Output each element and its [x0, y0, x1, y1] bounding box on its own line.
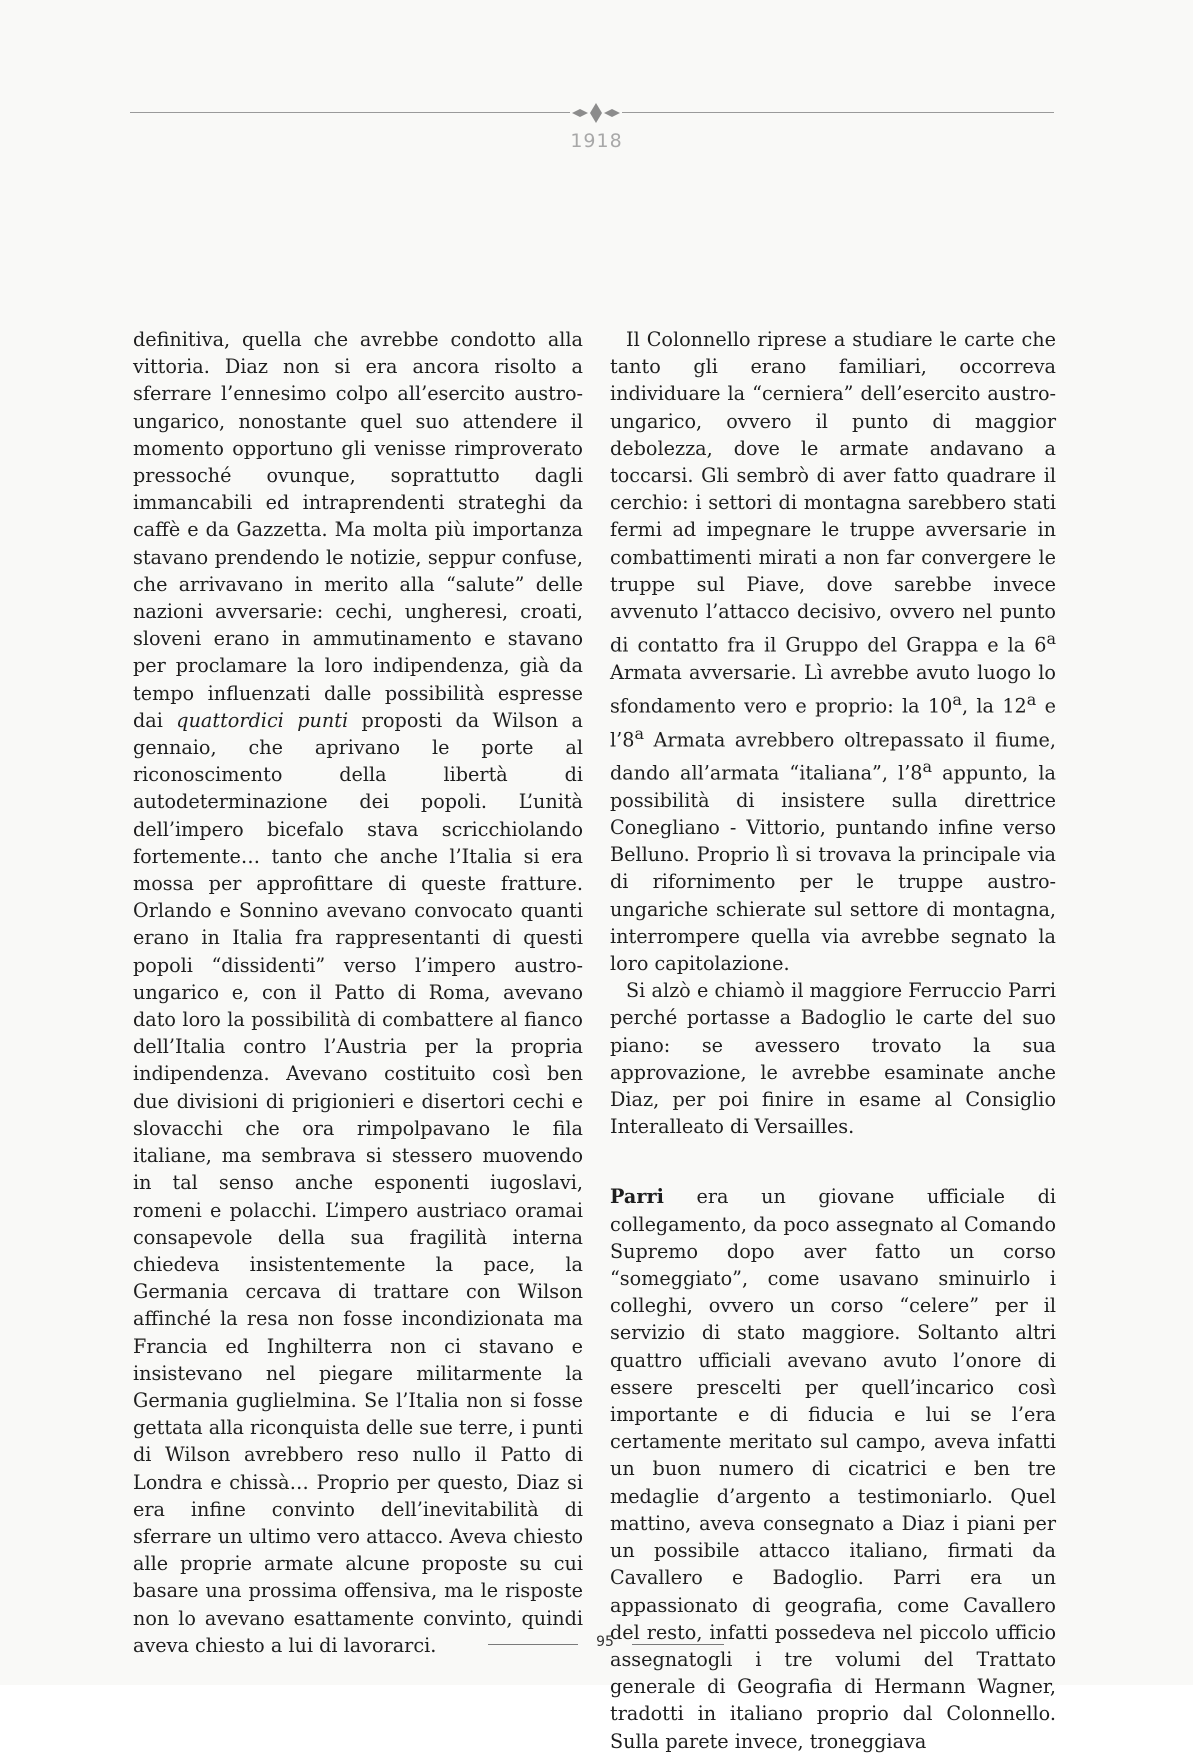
text-column-right: [610, 326, 1056, 1755]
text-column-left: [133, 326, 583, 1659]
paragraph-text: Armata avrebbero oltrepassato il fiume, dando all’armata “italiana”, l’8: [610, 728, 1056, 785]
superscript: a: [1026, 690, 1037, 710]
paragraph: [610, 1183, 1056, 1754]
superscript: a: [1046, 629, 1056, 649]
header-ornament-icon: [570, 101, 622, 125]
superscript: a: [922, 757, 933, 777]
paragraph-text: Armata avversarie. Lì avrebbe avuto luogo lo sfondamento vero e proprio: la 10: [610, 660, 1056, 718]
paragraph-text: Il Colonnello riprese a studiare le carte che tanto gli erano familiari, occorreva individuare la “cerniera” dell’esercito austro-ungarico, ovvero il punto di maggior debolezza, dove le armate andavano a toccarsi. Gli sembrò di aver fatto quadrare il cerchio: i settori di montagna sarebbero stati fermi ad impegnare le truppe avversarie in combattimenti mirati a non far convergere le truppe sul Piave, dove sarebbe invece avvenuto l’attacco decisivo, ovvero nel punto di contatto fra il Gruppo del Grappa e la 6: [610, 328, 1056, 657]
footer-rule-right: [632, 1644, 724, 1645]
paragraph-text: definitiva, quella che avrebbe condotto alla vittoria. Diaz non si era ancora risolto a sferrare l’ennesimo colpo all’esercito austro-ungarico, nonostante quel suo attendere il momento opportuno gli venisse rimproverato pressoché ovunque, soprattutto dagli immancabili ed intraprendenti strateghi da caffè e da Gazzetta. Ma molta più importanza stavano prendendo le notizie, seppur confuse, che arrivavano in merito alla “salute” delle nazioni avversarie: cechi, ungheresi, croati, sloveni erano in ammutinamento e stavano per proclamare la loro indipendenza, già da tempo influenzati dalle possibilità espresse dai: [133, 328, 583, 732]
paragraph: [610, 326, 1056, 977]
paragraph-text: proposti da Wilson a gennaio, che aprivano le porte al riconoscimento della libertà di autodeterminazione dei popoli. L’unità dell’impero bicefalo stava scricchiolando fortemente… tanto che anche l’Italia si era mossa per approfittare di queste fratture. Orlando e Sonnino avevano convocato quanti erano in Italia fra rappresentanti di questi popoli “dissidenti” verso l’impero austro-ungarico e, con il Patto di Roma, avevano dato loro la possibilità di combattere al fianco dell’Italia contro l’Austria per la propria indipendenza. Avevano costituito così ben due divisioni di prigionieri e disertori cechi e slovacchi che ora rimpolpavano le fila italiane, ma sembrava si stessero muovendo in tal senso anche esponenti iugoslavi, romeni e polacchi. L’impero austriaco oramai consapevole della sua fragilità interna chiedeva insistentemente la pace, la Germania cercava di trattare con Wilson affinché la resa non fosse incondizionata ma Francia ed Inghilterra non ci stavano e insistevano nel piegare militarmente la Germania guglielmina. Se l’Italia non si fosse gettata alla riconquista delle sue terre, i punti di Wilson avrebbero reso nullo il Patto di Londra e chissà… Proprio per questo, Diaz si era infine convinto dell’inevitabilità di sferrare un ultimo vero attacco. Aveva chiesto alle proprie armate alcune proposte su cui basare una prossima offensiva, ma le risposte non lo avevano esattamente convinto, quindi aveva chiesto a lui di lavorarci.: [133, 708, 583, 1657]
footer-rule-left: [488, 1644, 578, 1645]
paragraph-text: , la 12: [961, 694, 1027, 718]
page-number: 95: [596, 1634, 614, 1650]
paragraph: Si alzò e chiamò il maggiore Ferruccio Parri perché portasse a Badoglio le carte del suo piano: se avessero trovato la sua approvazione, le avrebbe esaminate anche Diaz, per poi finire in esame al Consiglio Interalleato di Versailles.: [610, 979, 1056, 1139]
header-rule-left: [130, 112, 570, 113]
paragraph: [133, 326, 583, 1659]
paragraph-text: era un giovane ufficiale di collegamento, da poco assegnato al Comando Supremo dopo aver fatto un corso “someggiato”, come usavano sminuirlo i colleghi, ovvero un corso “celere” per il servizio di stato maggiore. Soltanto altri quattro ufficiali avevano avuto l’onore di essere prescelti per quell’incarico così importante e di fiducia e lui se l’era certamente meritato sul campo, aveva infatti un buon numero di cicatrici e ben tre medaglie d’argento a testimoniarlo. Quel mattino, aveva consegnato a Diaz i piani per un possibile attacco italiano, firmati da Cavallero e Badoglio. Parri era un appassionato di geografia, come Cavallero del resto, infatti possedeva nel piccolo ufficio assegnatogli i tre volumi del Trattato generale di Geografia di Hermann Wagner, tradotti in italiano proprio dal Colonnello. Sulla parete invece, troneggiava: [610, 1185, 1056, 1753]
superscript: a: [634, 723, 644, 743]
superscript: a: [952, 690, 962, 710]
running-head: 1918: [570, 130, 623, 152]
paragraph-text: e l’8: [610, 694, 1056, 752]
lead-word: Parri: [610, 1185, 664, 1209]
emphasis-text: quattordici punti: [176, 708, 349, 732]
header-rule-right: [622, 112, 1054, 113]
paragraph-text: appunto, la possibilità di insistere sulla direttrice Conegliano - Vittorio, puntando infine verso Belluno. Proprio lì si trovava la principale via di rifornimento per le truppe austro-ungariche schierate sul settore di montagna, interrompere quella via avrebbe segnato la loro capitolazione.: [610, 761, 1056, 976]
